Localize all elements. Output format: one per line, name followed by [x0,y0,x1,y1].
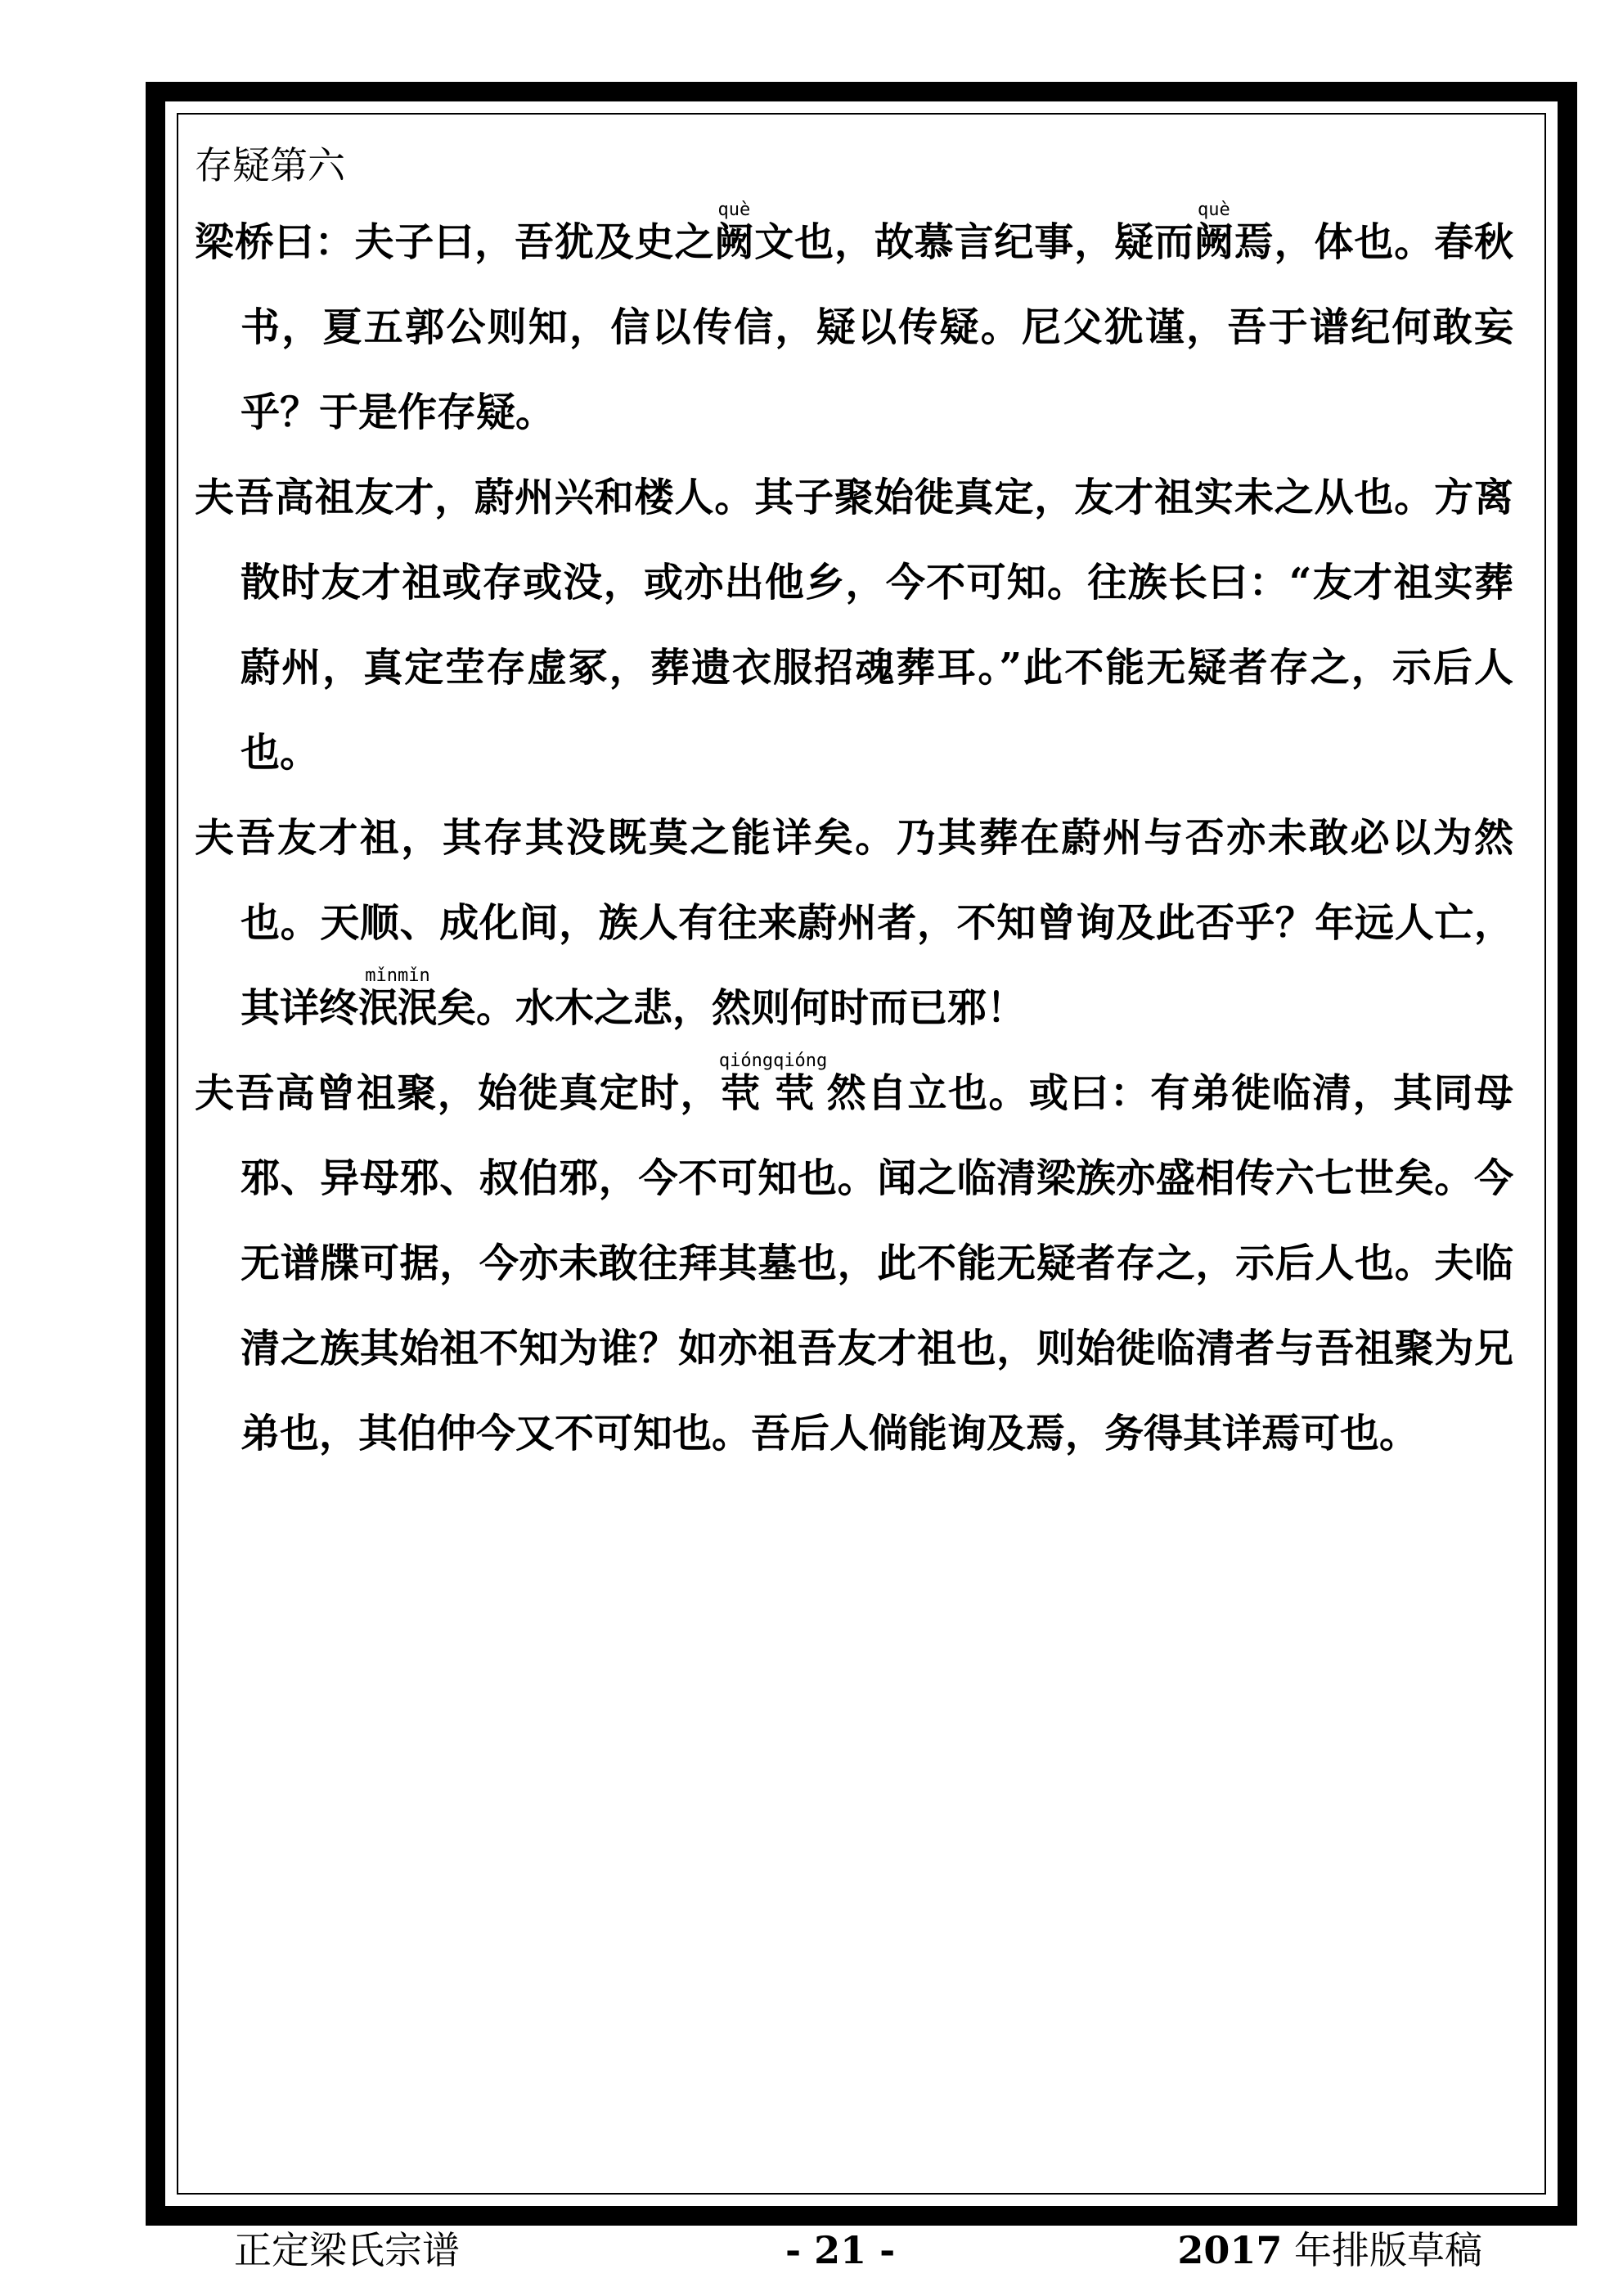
paragraph-4 [195,1051,1513,1476]
ruby-minmin-pinyin: mǐnmǐn [358,966,438,986]
paragraph-2: 夫吾高祖友才，蔚州兴和楼人。其子聚始徙真定，友才祖实未之从也。方离散时友才祖或存或没，或亦出他乡，今不可知。往族长曰：“友才祖实葬蔚州，真定茔存虚冢，葬遗衣服招魂葬耳。”此不能无疑者存之，示后人也。 [195,475,1513,776]
paragraph-4-text-a: 夫吾高曾祖聚，始徙真定时， [195,1070,721,1116]
ruby-minmin-base: 泯泯 [358,985,438,1031]
ruby-que-2-pinyin: què [1194,200,1234,220]
ruby-qiongqiong-pinyin: qióngqióng [718,1051,828,1071]
footer-book-title: 正定梁氏宗谱 [234,2228,460,2272]
ruby-que-1-base: 阙 [714,219,755,265]
ruby-qiongqiong [718,1051,828,1116]
paragraph-3-text-b: 矣。水木之悲，然则何时而已邪！ [437,985,1027,1031]
paragraph-1-text-c: 焉，体也。春秋书，夏五郭公则知，信以传信，疑以传疑。尼父犹谨，吾于谱纪何敢妄乎？于是作存疑。 [241,219,1513,435]
footer-page-number: - 21 - [785,2228,896,2272]
footer-draft-note [1177,2217,1482,2283]
page-footer [0,2217,1623,2283]
ruby-que-2-base: 阙 [1194,219,1234,265]
paragraph-1-text-a: 梁桥曰：夫子曰，吾犹及史之 [195,219,715,265]
footer-draft-label: 年排版草稿 [1294,2228,1482,2272]
paragraph-4-text-b: 然自立也。或曰：有弟徙临清，其同母邪、异母邪、叔伯邪，今不可知也。闻之临清梁族亦盛相传六七世矣。今无谱牒可据，今亦未敢往拜其墓也，此不能无疑者存之，示后人也。夫临清之族其始祖不知为谁？如亦祖吾友才祖也，则始徙临清者与吾祖聚为兄弟也，其伯仲今又不可知也。吾后人倘能询及焉，务得其详焉可也。 [241,1070,1513,1456]
paragraph-1-text-b: 文也，故慕言纪事，疑而 [754,219,1194,265]
paragraph-3 [195,795,1513,1051]
ruby-que-1 [714,200,755,265]
paragraph-3-text-a: 夫吾友才祖，其存其没既莫之能详矣。乃其葬在蔚州与否亦未敢必以为然也。天顺、成化间，族人有往来蔚州者，不知曾询及此否乎？年远人亡，其详终 [195,815,1513,1031]
footer-year: 2017 [1177,2228,1283,2272]
paragraph-1 [195,200,1513,455]
ruby-que-1-pinyin: què [714,200,754,220]
ruby-qiongqiong-base: 茕茕 [718,1070,828,1116]
ruby-que-2 [1194,200,1234,265]
section-title: 存疑第六 [195,143,345,187]
document-body [195,131,1513,1476]
ruby-minmin [358,966,438,1031]
